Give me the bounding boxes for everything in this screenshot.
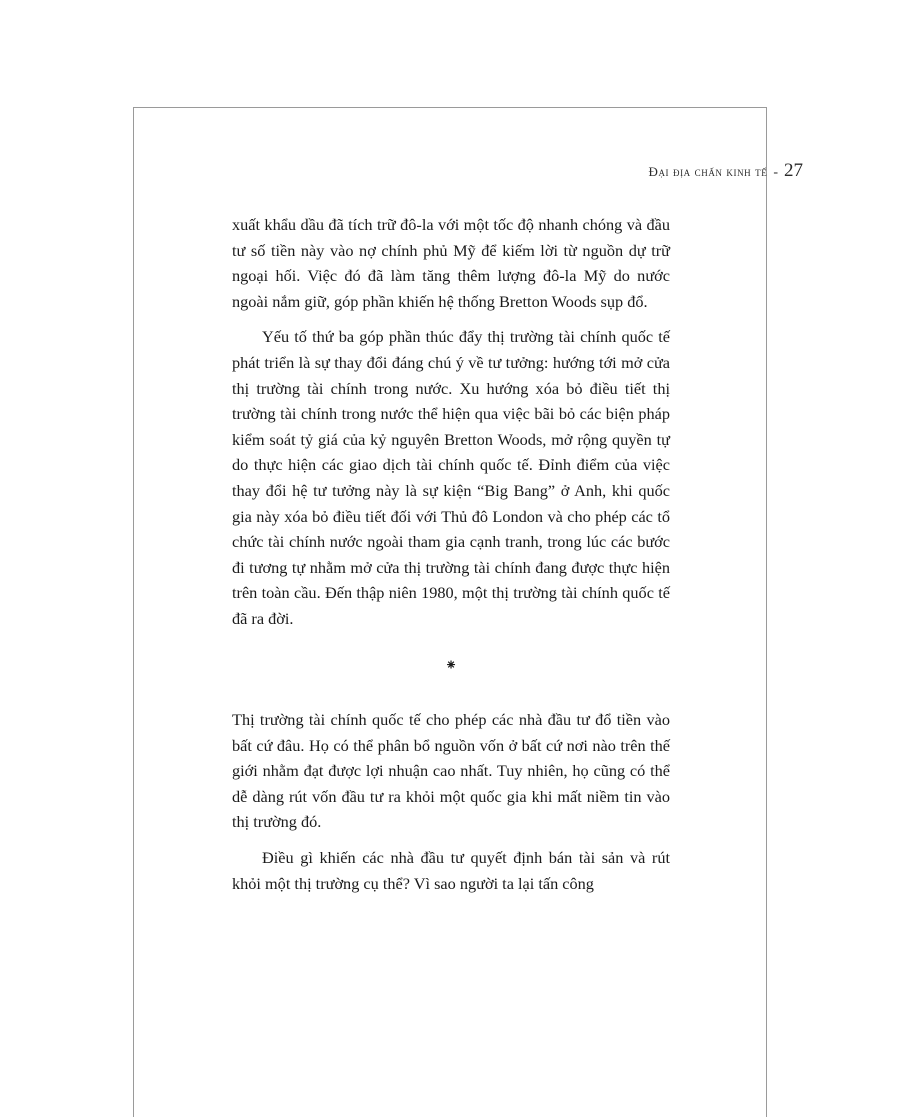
section-break-ornament: ⁕ [444,657,458,674]
page-number: 27 [784,160,803,181]
running-header-separator: - [773,165,778,180]
body-text [232,212,670,896]
paragraph-third-factor: Yếu tố thứ ba góp phần thúc đẩy thị trường tài chính quốc tế phát triển là sự thay đổi đáng chú ý về tư tưởng: hướng tới mở cửa thị trường tài chính trong nước. Xu hướng xóa bỏ điều tiết thị trường tài chính trong nước thể hiện qua việc bãi bỏ các biện pháp kiểm soát tỷ giá của kỷ nguyên Bretton Woods, mở rộng quyền tự do thực hiện các giao dịch tài chính quốc tế. Đỉnh điểm của việc thay đổi hệ tư tưởng này là sự kiện “Big Bang” ở Anh, khi quốc gia này xóa bỏ điều tiết đối với Thủ đô London và cho phép các tổ chức tài chính nước ngoài tham gia cạnh tranh, trong lúc các bước đi tương tự nhằm mở cửa thị trường tài chính đang được thực hiện trên toàn cầu. Đến thập niên 1980, một thị trường tài chính quốc tế đã ra đời. [232,327,670,628]
running-header [648,160,803,182]
running-header-title: Đại địa chấn kinh tế [648,164,768,179]
paragraph-investor-question: Điều gì khiến các nhà đầu tư quyết định bán tài sản và rút khỏi một thị trường cụ thể? Vì sao người ta lại tấn công [232,848,670,893]
paragraph-international-market: Thị trường tài chính quốc tế cho phép các nhà đầu tư đổ tiền vào bất cứ đâu. Họ có thể phân bổ nguồn vốn ở bất cứ nơi nào trên thế giới nhằm đạt được lợi nhuận cao nhất. Tuy nhiên, họ cũng có thể dễ dàng rút vốn đầu tư ra khỏi một quốc gia khi mất niềm tin vào thị trường đó. [232,710,670,832]
paragraph-continuation: xuất khẩu dầu đã tích trữ đô-la với một tốc độ nhanh chóng và đầu tư số tiền này vào nợ chính phủ Mỹ để kiếm lời từ nguồn dự trữ ngoại hối. Việc đó đã làm tăng thêm lượng đô-la Mỹ do nước ngoài nắm giữ, góp phần khiến hệ thống Bretton Woods sụp đổ. [232,215,670,311]
